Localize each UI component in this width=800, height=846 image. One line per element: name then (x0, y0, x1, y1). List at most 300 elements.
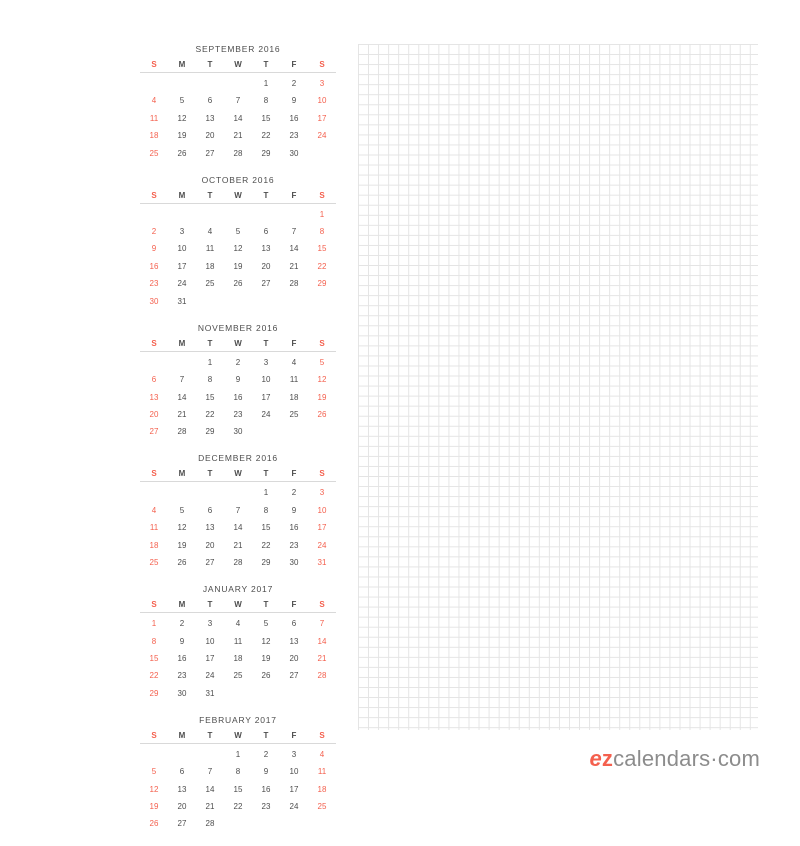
day-cell (168, 73, 196, 93)
week-row (140, 406, 336, 423)
day-cell: 22 (149, 671, 159, 681)
day-cell: 17 (177, 261, 187, 271)
weekday-header: S (140, 337, 168, 352)
day-cell: 18 (205, 261, 215, 271)
week-row (140, 258, 336, 275)
logo-letter-z: z (601, 746, 614, 771)
weekday-header: M (168, 729, 196, 744)
day-cell: 2 (291, 488, 297, 498)
day-cell (168, 203, 196, 223)
weekday-header: F (280, 337, 308, 352)
day-cell: 21 (317, 653, 327, 663)
day-cell: 28 (177, 427, 187, 437)
day-cell: 20 (177, 801, 187, 811)
day-cell: 15 (261, 523, 271, 533)
day-cell: 12 (177, 523, 187, 533)
week-row (140, 798, 336, 815)
grid-paper-notes-area (358, 44, 758, 730)
day-cell: 9 (179, 636, 185, 646)
day-cell: 11 (149, 523, 159, 533)
day-cell: 21 (205, 801, 215, 811)
day-cell (196, 73, 224, 93)
day-cell (140, 351, 168, 371)
week-row (140, 275, 336, 292)
day-cell (140, 73, 168, 93)
day-cell: 28 (205, 819, 215, 829)
day-cell: 20 (261, 261, 271, 271)
day-cell: 11 (317, 767, 327, 777)
week-row (140, 240, 336, 257)
day-cell: 22 (205, 409, 215, 419)
mini-months-column (140, 44, 340, 846)
day-cell: 11 (233, 636, 243, 646)
day-cell: 24 (317, 540, 327, 550)
day-cell (140, 203, 168, 223)
week-row (140, 223, 336, 240)
day-cell: 18 (149, 540, 159, 550)
day-cell: 22 (233, 801, 243, 811)
day-cell: 17 (289, 784, 299, 794)
day-cell: 30 (233, 427, 243, 437)
day-cell: 9 (235, 375, 241, 385)
week-row (140, 632, 336, 649)
day-cell (168, 482, 196, 502)
day-cell: 17 (317, 523, 327, 533)
day-cell: 3 (207, 619, 213, 629)
day-cell: 29 (261, 148, 271, 158)
day-cell: 3 (319, 488, 325, 498)
day-cell (140, 743, 168, 763)
weekday-header: S (308, 58, 336, 73)
day-cell: 10 (205, 636, 215, 646)
day-cell: 31 (317, 557, 327, 567)
weekday-header-row (140, 189, 336, 204)
day-cell: 27 (177, 819, 187, 829)
weekday-header: M (168, 598, 196, 613)
day-cell: 16 (149, 261, 159, 271)
month-title: FEBRUARY 2017 (199, 714, 277, 725)
day-cell: 13 (149, 392, 159, 402)
weekday-header-row (140, 337, 336, 352)
day-cell: 6 (263, 227, 269, 237)
day-cell (252, 684, 280, 701)
day-cell: 14 (177, 392, 187, 402)
week-row (140, 388, 336, 405)
weekday-header-row (140, 58, 336, 73)
day-cell: 1 (263, 488, 269, 498)
week-row (140, 482, 336, 502)
day-cell: 11 (289, 375, 299, 385)
day-cell: 7 (235, 96, 241, 106)
day-cell (308, 144, 336, 161)
day-cell: 12 (261, 636, 271, 646)
weekday-header: S (140, 189, 168, 204)
week-row (140, 536, 336, 553)
month-title: OCTOBER 2016 (201, 174, 275, 185)
day-cell: 15 (261, 113, 271, 123)
day-cell: 2 (179, 619, 185, 629)
week-row (140, 519, 336, 536)
day-cell: 19 (233, 261, 243, 271)
day-cell: 8 (235, 767, 241, 777)
day-cell: 21 (233, 540, 243, 550)
week-row (140, 650, 336, 667)
mini-month (140, 453, 336, 571)
week-row (140, 292, 336, 309)
day-cell (196, 292, 224, 309)
day-cell: 27 (261, 279, 271, 289)
week-row (140, 743, 336, 763)
day-cell: 19 (177, 131, 187, 141)
week-row (140, 351, 336, 371)
day-cell: 13 (205, 113, 215, 123)
day-cell: 18 (317, 784, 327, 794)
day-cell: 26 (233, 279, 243, 289)
day-cell: 31 (177, 296, 187, 306)
weekday-header: W (224, 598, 252, 613)
month-title: DECEMBER 2016 (198, 453, 278, 464)
day-cell: 23 (233, 409, 243, 419)
day-cell: 29 (317, 279, 327, 289)
day-cell: 21 (289, 261, 299, 271)
day-cell: 14 (205, 784, 215, 794)
day-cell: 19 (177, 540, 187, 550)
day-cell: 20 (205, 540, 215, 550)
logo-letter-e: e (589, 746, 602, 771)
weekday-header-row (140, 598, 336, 613)
day-cell: 19 (261, 653, 271, 663)
day-cell: 6 (151, 375, 157, 385)
day-cell: 29 (261, 557, 271, 567)
mini-month (140, 323, 336, 441)
brand-logo (589, 746, 760, 772)
weekday-header: W (224, 467, 252, 482)
day-cell (224, 815, 252, 832)
week-row (140, 92, 336, 109)
day-cell: 13 (205, 523, 215, 533)
weekday-header: W (224, 189, 252, 204)
weekday-header: T (196, 189, 224, 204)
day-cell: 1 (207, 357, 213, 367)
day-cell: 8 (263, 96, 269, 106)
month-table (140, 337, 336, 441)
mini-month (140, 175, 336, 310)
day-cell: 5 (319, 357, 325, 367)
day-cell: 8 (207, 375, 213, 385)
day-cell: 27 (205, 557, 215, 567)
day-cell: 17 (317, 113, 327, 123)
weekday-header: T (252, 729, 280, 744)
day-cell: 1 (263, 79, 269, 88)
day-cell: 15 (205, 392, 215, 402)
day-cell: 30 (177, 688, 187, 698)
week-row (140, 780, 336, 797)
day-cell: 25 (205, 279, 215, 289)
week-row (140, 815, 336, 832)
day-cell: 18 (149, 131, 159, 141)
weekday-header: T (252, 58, 280, 73)
day-cell: 7 (207, 767, 213, 777)
day-cell: 9 (291, 96, 297, 106)
day-cell: 22 (317, 261, 327, 271)
day-cell (252, 423, 280, 440)
day-cell: 28 (233, 148, 243, 158)
day-cell: 19 (317, 392, 327, 402)
day-cell: 26 (261, 671, 271, 681)
day-cell: 22 (261, 540, 271, 550)
day-cell: 17 (261, 392, 271, 402)
day-cell: 6 (207, 96, 213, 106)
day-cell (280, 203, 308, 223)
weekday-header: M (168, 189, 196, 204)
weekday-header: F (280, 467, 308, 482)
weekday-header: M (168, 337, 196, 352)
week-row (140, 502, 336, 519)
day-cell: 20 (205, 131, 215, 141)
day-cell: 15 (149, 653, 159, 663)
day-cell: 23 (177, 671, 187, 681)
day-cell: 4 (319, 749, 325, 759)
day-cell: 9 (291, 505, 297, 515)
mini-month (140, 715, 336, 833)
day-cell (280, 815, 308, 832)
weekday-header: S (140, 58, 168, 73)
day-cell (224, 684, 252, 701)
day-cell: 31 (205, 688, 215, 698)
day-cell: 10 (261, 375, 271, 385)
day-cell: 5 (235, 227, 241, 237)
day-cell: 15 (317, 244, 327, 254)
day-cell: 1 (235, 749, 241, 759)
day-cell: 16 (177, 653, 187, 663)
week-row (140, 127, 336, 144)
day-cell: 6 (207, 505, 213, 515)
day-cell: 24 (261, 409, 271, 419)
day-cell: 8 (263, 505, 269, 515)
day-cell: 14 (233, 113, 243, 123)
day-cell: 1 (151, 619, 157, 629)
day-cell: 21 (177, 409, 187, 419)
day-cell: 11 (149, 113, 159, 123)
week-row (140, 554, 336, 571)
weekday-header: S (140, 729, 168, 744)
day-cell: 7 (179, 375, 185, 385)
day-cell: 26 (149, 819, 159, 829)
day-cell: 14 (289, 244, 299, 254)
day-cell (308, 292, 336, 309)
day-cell: 23 (289, 540, 299, 550)
day-cell: 7 (319, 619, 325, 629)
day-cell (252, 203, 280, 223)
day-cell: 7 (291, 227, 297, 237)
week-row (140, 371, 336, 388)
day-cell (280, 684, 308, 701)
day-cell: 10 (289, 767, 299, 777)
day-cell: 9 (151, 244, 157, 254)
day-cell: 4 (151, 96, 157, 106)
week-row (140, 423, 336, 440)
day-cell: 30 (149, 296, 159, 306)
day-cell: 4 (207, 227, 213, 237)
day-cell: 23 (149, 279, 159, 289)
day-cell: 5 (263, 619, 269, 629)
weekday-header: F (280, 729, 308, 744)
day-cell: 4 (235, 619, 241, 629)
day-cell (196, 482, 224, 502)
week-row (140, 144, 336, 161)
day-cell: 11 (205, 244, 215, 254)
weekday-header: T (196, 337, 224, 352)
day-cell: 10 (317, 96, 327, 106)
week-row (140, 110, 336, 127)
day-cell: 5 (179, 96, 185, 106)
day-cell: 23 (289, 131, 299, 141)
day-cell: 6 (179, 767, 185, 777)
day-cell: 25 (289, 409, 299, 419)
day-cell: 10 (177, 244, 187, 254)
day-cell: 20 (149, 409, 159, 419)
weekday-header: T (252, 598, 280, 613)
day-cell: 24 (205, 671, 215, 681)
month-table (140, 58, 336, 162)
day-cell: 19 (149, 801, 159, 811)
day-cell: 24 (289, 801, 299, 811)
weekday-header: S (308, 337, 336, 352)
week-row (140, 763, 336, 780)
day-cell: 16 (233, 392, 243, 402)
day-cell: 3 (263, 357, 269, 367)
day-cell (196, 743, 224, 763)
day-cell: 20 (289, 653, 299, 663)
day-cell: 16 (289, 113, 299, 123)
day-cell (308, 423, 336, 440)
day-cell: 30 (289, 557, 299, 567)
day-cell: 2 (291, 79, 297, 88)
day-cell: 6 (291, 619, 297, 629)
week-row (140, 73, 336, 93)
day-cell: 12 (177, 113, 187, 123)
month-title: NOVEMBER 2016 (197, 322, 279, 333)
weekday-header: T (196, 467, 224, 482)
month-table (140, 189, 336, 310)
weekday-header-row (140, 729, 336, 744)
week-row (140, 613, 336, 633)
day-cell: 4 (291, 357, 297, 367)
day-cell: 13 (261, 244, 271, 254)
weekday-header: W (224, 337, 252, 352)
day-cell: 15 (233, 784, 243, 794)
day-cell: 3 (291, 749, 297, 759)
logo-text: calendars·com (613, 746, 760, 771)
day-cell: 8 (319, 227, 325, 237)
weekday-header: W (224, 58, 252, 73)
weekday-header: M (168, 467, 196, 482)
day-cell: 29 (149, 688, 159, 698)
weekday-header: F (280, 58, 308, 73)
day-cell (140, 482, 168, 502)
weekday-header: T (196, 598, 224, 613)
weekday-header: S (140, 467, 168, 482)
day-cell: 18 (233, 653, 243, 663)
day-cell: 24 (177, 279, 187, 289)
weekday-header: S (308, 598, 336, 613)
day-cell: 21 (233, 131, 243, 141)
weekday-header: S (140, 598, 168, 613)
day-cell: 5 (179, 505, 185, 515)
day-cell: 2 (235, 357, 241, 367)
day-cell: 13 (289, 636, 299, 646)
day-cell: 27 (289, 671, 299, 681)
weekday-header-row (140, 467, 336, 482)
day-cell: 27 (149, 427, 159, 437)
weekday-header: S (308, 189, 336, 204)
day-cell: 14 (317, 636, 327, 646)
weekday-header: W (224, 729, 252, 744)
day-cell: 16 (261, 784, 271, 794)
day-cell (196, 203, 224, 223)
day-cell: 25 (233, 671, 243, 681)
month-table (140, 729, 336, 833)
week-row (140, 667, 336, 684)
day-cell (308, 684, 336, 701)
day-cell: 12 (317, 375, 327, 385)
day-cell: 29 (205, 427, 215, 437)
day-cell: 25 (149, 557, 159, 567)
day-cell: 28 (233, 557, 243, 567)
day-cell: 30 (289, 148, 299, 158)
day-cell: 8 (151, 636, 157, 646)
month-title: JANUARY 2017 (202, 584, 274, 595)
month-title: SEPTEMBER 2016 (195, 44, 281, 54)
weekday-header: F (280, 189, 308, 204)
day-cell: 24 (317, 131, 327, 141)
day-cell: 5 (151, 767, 157, 777)
day-cell: 26 (317, 409, 327, 419)
day-cell: 12 (149, 784, 159, 794)
day-cell: 3 (319, 79, 325, 88)
weekday-header: F (280, 598, 308, 613)
day-cell: 7 (235, 505, 241, 515)
day-cell: 25 (149, 148, 159, 158)
day-cell (224, 292, 252, 309)
day-cell: 9 (263, 767, 269, 777)
day-cell: 25 (317, 801, 327, 811)
day-cell: 23 (261, 801, 271, 811)
day-cell: 12 (233, 244, 243, 254)
day-cell (308, 815, 336, 832)
month-table (140, 467, 336, 571)
day-cell: 26 (177, 148, 187, 158)
weekday-header: T (196, 729, 224, 744)
mini-month (140, 584, 336, 702)
mini-month (140, 44, 336, 162)
weekday-header: T (252, 189, 280, 204)
day-cell: 17 (205, 653, 215, 663)
week-row (140, 684, 336, 701)
weekday-header: T (252, 337, 280, 352)
day-cell: 16 (289, 523, 299, 533)
day-cell (252, 815, 280, 832)
weekday-header: S (308, 467, 336, 482)
day-cell: 4 (151, 505, 157, 515)
day-cell: 2 (151, 227, 157, 237)
day-cell: 26 (177, 557, 187, 567)
day-cell: 1 (319, 209, 325, 219)
weekday-header: M (168, 58, 196, 73)
day-cell (224, 203, 252, 223)
day-cell (224, 482, 252, 502)
day-cell: 18 (289, 392, 299, 402)
